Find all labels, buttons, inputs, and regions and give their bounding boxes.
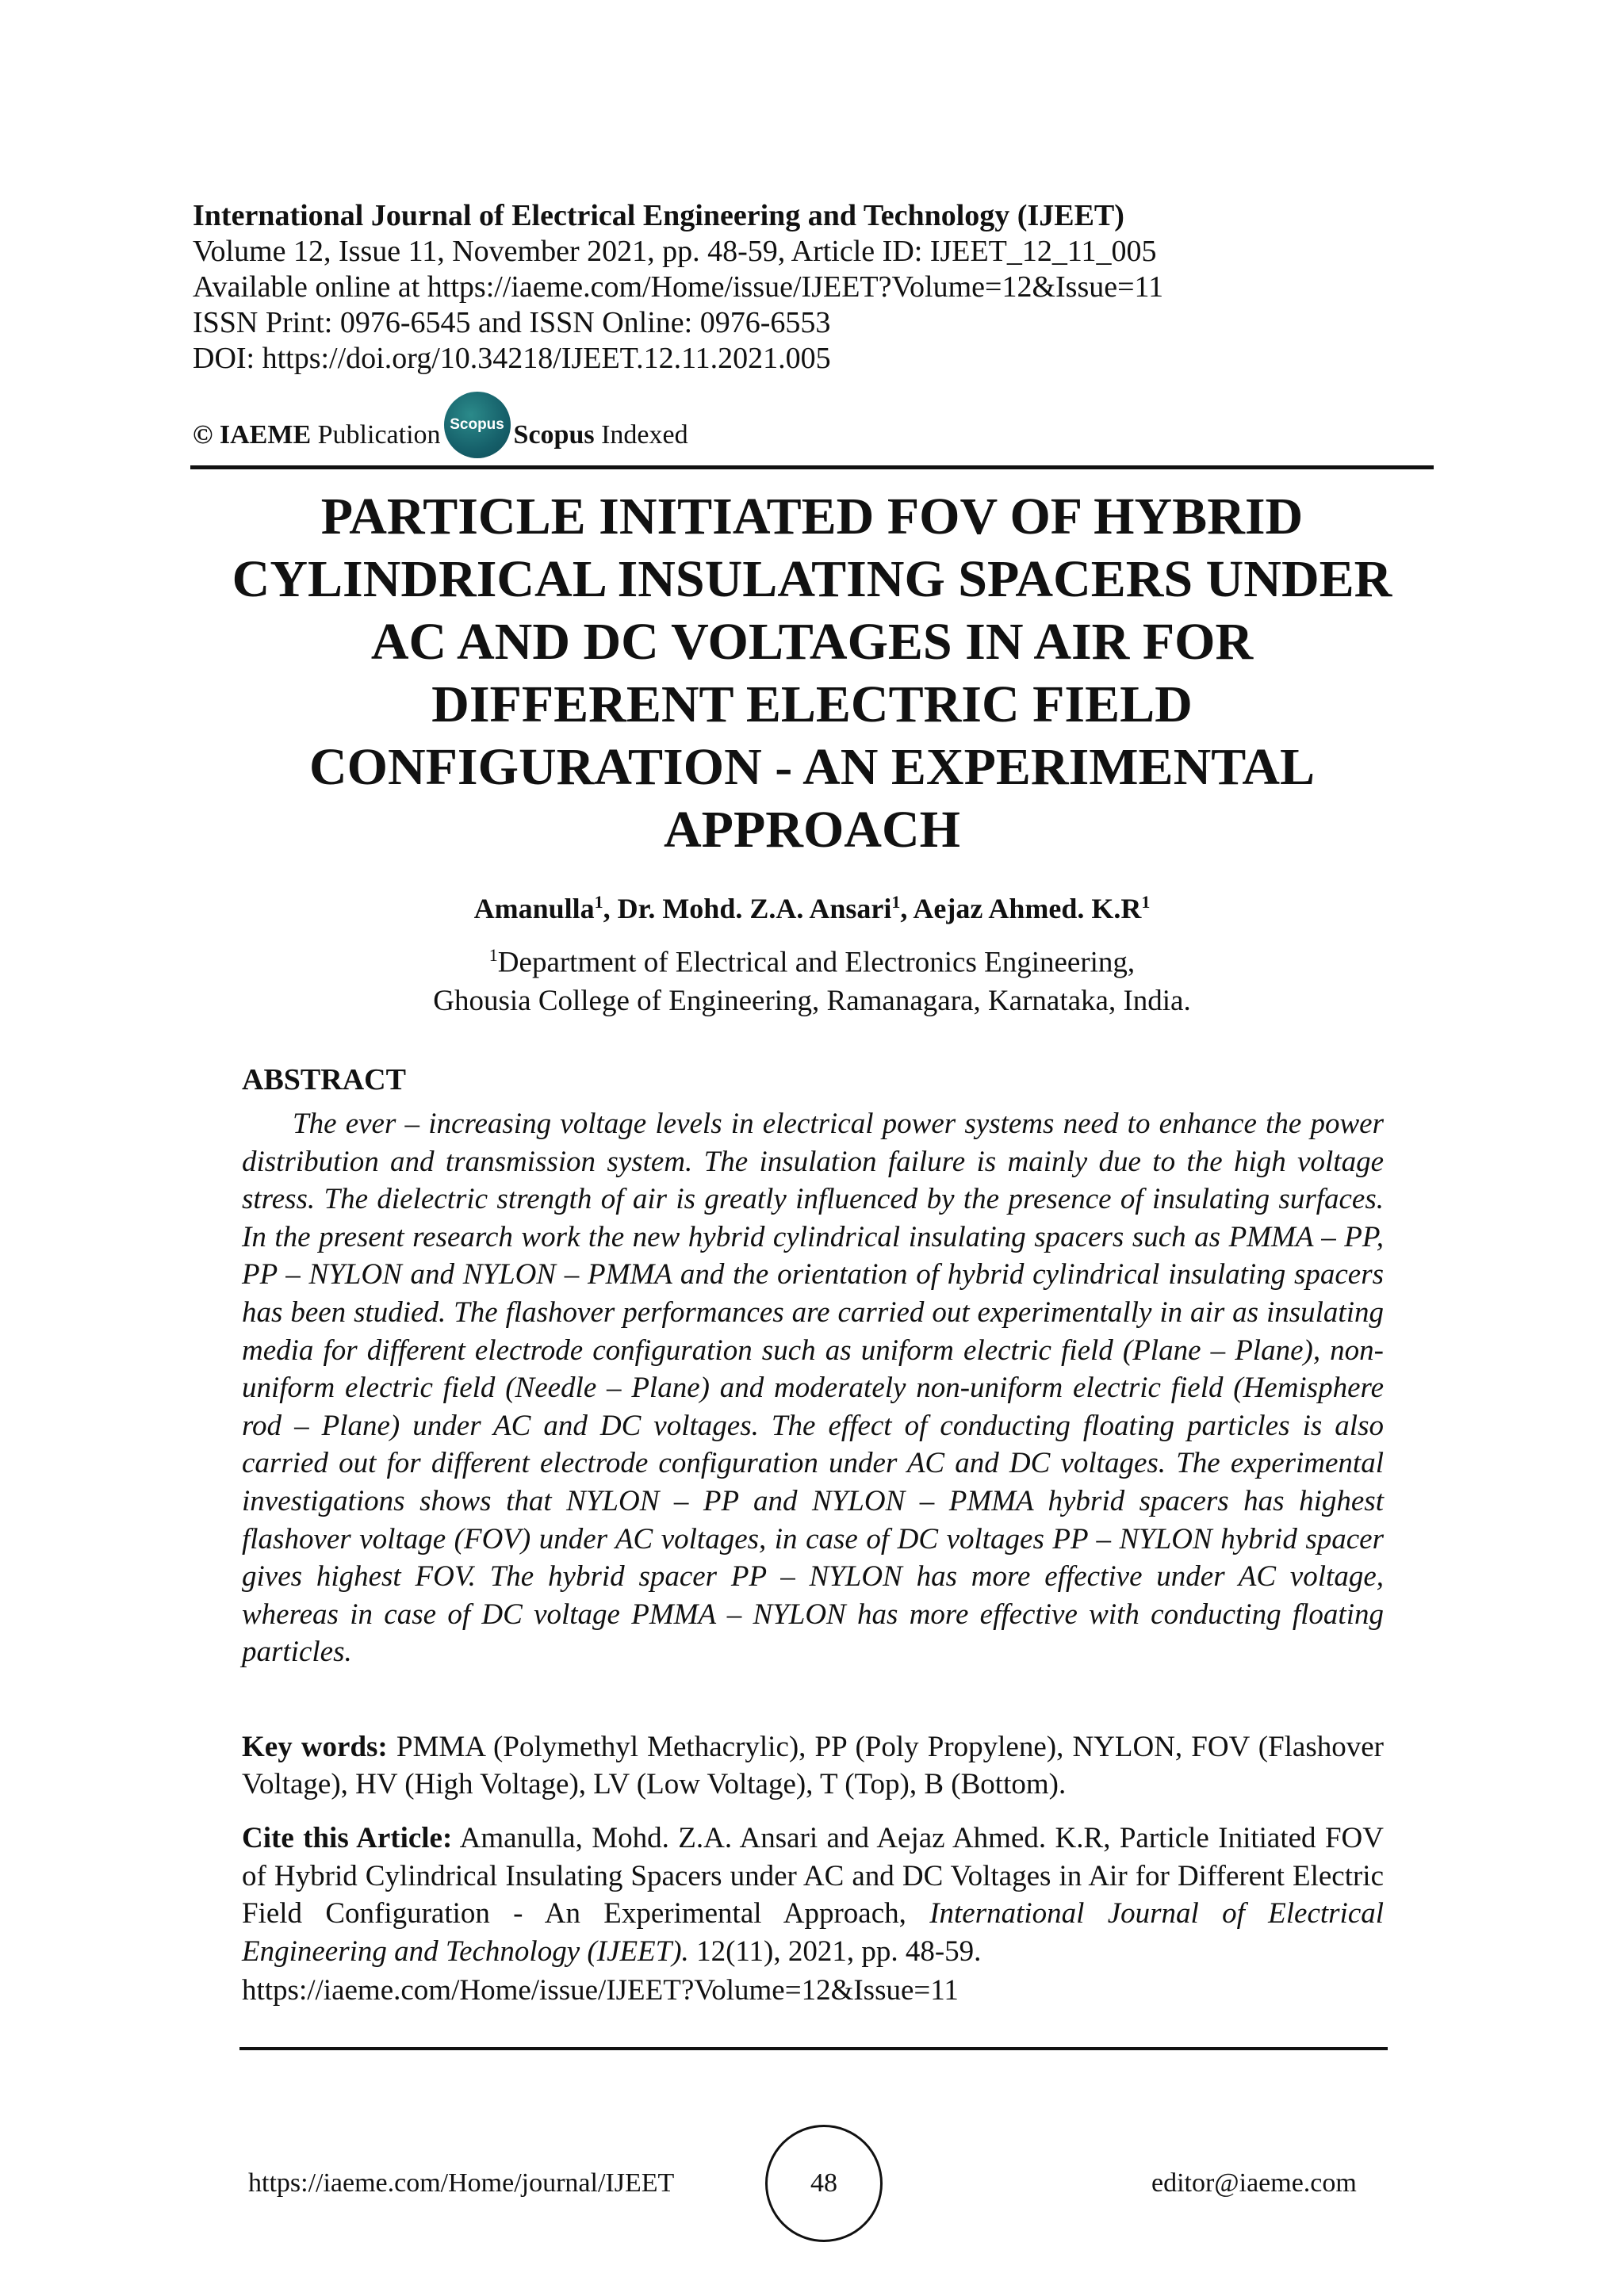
citation-url-link[interactable]: https://iaeme.com/Home/issue/IJEET?Volume=12&Issue=11 (242, 1974, 959, 2007)
indexed-word: Indexed (601, 420, 688, 450)
page-number: 48 (765, 2125, 883, 2242)
title-line: CYLINDRICAL INSULATING SPACERS UNDER (232, 550, 1392, 608)
title-line: CONFIGURATION - AN EXPERIMENTAL (308, 738, 1316, 796)
available-online-line: Available online at https://iaeme.com/Home/issue/IJEET?Volume=12&Issue=11 (193, 270, 1164, 304)
journal-header (193, 198, 1163, 377)
citation-text: Amanulla, Mohd. Z.A. Ansari and Aejaz Ahmed. K.R, Particle Initiated FOV of Hybrid Cylindrical Insulating Spacers under AC and DC Voltages in Air for Different Electric Field Configuration - An Experimental Approach, (242, 1822, 1384, 1930)
footer-divider (239, 2047, 1388, 2050)
paper-title (190, 485, 1434, 861)
affiliation-college: Ghousia College of Engineering, Ramanagara, Karnataka, India. (433, 985, 1191, 1018)
author-affiliation-mark: 1 (594, 892, 603, 912)
abstract-heading: ABSTRACT (242, 1063, 406, 1096)
affiliation-line (190, 936, 1434, 982)
affiliation-mark: 1 (488, 945, 498, 965)
author-name: Dr. Mohd. Z.A. Ansari (617, 893, 892, 924)
keywords (242, 1728, 1384, 1803)
author-name: Aejaz Ahmed. K.R (913, 893, 1142, 924)
citation-volume-pages: 12(11), 2021, pp. 48-59. (696, 1934, 982, 1968)
header-divider (190, 465, 1434, 469)
copyright-iaeme: © IAEME (193, 420, 312, 450)
keywords-text: PMMA (Polymethyl Methacrylic), PP (Poly Propylene), NYLON, FOV (Flashover Voltage), HV (High Voltage), LV (Low Voltage), T (Top), B (Bottom). (242, 1731, 1384, 1800)
author-separator: , (900, 893, 914, 924)
title-line: AC AND DC VOLTAGES IN AIR FOR (370, 613, 1254, 671)
citation-label: Cite this Article: (242, 1822, 453, 1854)
scopus-logo-icon: Scopus (444, 392, 511, 458)
author-name: Amanulla (473, 893, 595, 924)
scopus-word: Scopus (513, 420, 595, 450)
footer-email-link[interactable]: editor@iaeme.com (1151, 2168, 1357, 2198)
author-affiliation-mark: 1 (891, 892, 901, 912)
keywords-label: Key words: (242, 1731, 388, 1763)
issn-line: ISSN Print: 0976-6545 and ISSN Online: 0976-6553 (193, 306, 831, 339)
footer-journal-url-link[interactable]: https://iaeme.com/Home/journal/IJEET (248, 2168, 675, 2198)
author-separator: , (603, 893, 618, 924)
doi-line: DOI: https://doi.org/10.34218/IJEET.12.11.2021.005 (193, 342, 831, 375)
abstract-text: The ever – increasing voltage levels in electrical power systems need to enhance the power distribution and transmission system. The insulation failure is mainly due to the high voltage stress. The dielectric strength of air is greatly influenced by the presence of insulating surfaces. In the present research work the new hybrid cylindrical insulating spacers such as PMMA – PP, PP – NYLON and NYLON – PMMA and the orientation of hybrid cylindrical insulating spacers has been studied. The flashover performances are carried out experimentally in air as insulating media for different electrode configuration such as uniform electric field (Plane – Plane), non-uniform electric field (Needle – Plane) and moderately non-uniform electric field (Hemisphere rod – Plane) under AC and DC voltages. The effect of conducting floating particles is also carried out for different electrode configuration under AC and DC voltages. The experimental investigations shows that NYLON – PP and NYLON – PMMA hybrid spacers has highest flashover voltage (FOV) under AC voltages, in case of DC voltages PP – NYLON hybrid spacer gives highest FOV. The hybrid spacer PP – NYLON has more effective under AC voltage, whereas in case of DC voltage PMMA – NYLON has more effective with conducting floating particles. (242, 1108, 1384, 1669)
affiliation-department: Department of Electrical and Electronics Engineering, (497, 946, 1136, 979)
journal-name: International Journal of Electrical Engineering and Technology (IJEET) (193, 199, 1124, 232)
title-line: APPROACH (664, 801, 960, 859)
title-line: DIFFERENT ELECTRIC FIELD (431, 675, 1193, 733)
citation-journal: International Journal of Electrical Engineering and Technology (IJEET). (242, 1897, 1385, 1968)
author-list (190, 892, 1434, 925)
affiliation (190, 936, 1434, 1020)
author-affiliation-mark: 1 (1141, 892, 1151, 912)
citation (242, 1820, 1384, 1970)
volume-line: Volume 12, Issue 11, November 2021, pp. 48-59, Article ID: IJEET_12_11_005 (193, 235, 1157, 268)
publication-word: Publication (317, 420, 441, 450)
title-line: PARTICLE INITIATED FOV OF HYBRID (320, 488, 1304, 545)
